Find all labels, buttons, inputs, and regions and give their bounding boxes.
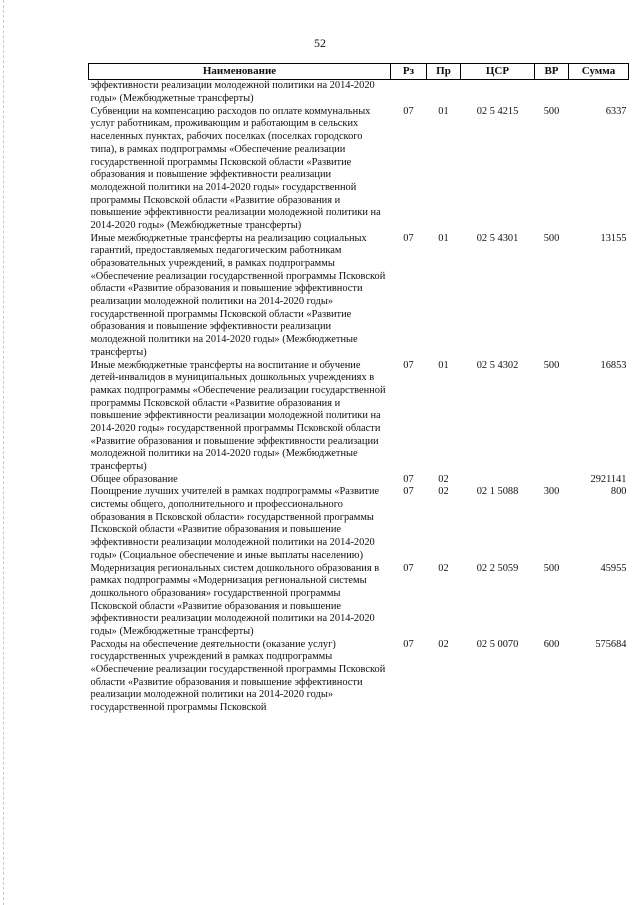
row-csr: 02 2 5059: [476, 562, 519, 574]
column-header-name: Наименование: [89, 64, 391, 80]
row-csr: 02 5 4302: [476, 359, 519, 371]
row-name: Поощрение лучших учителей в рамках подпрограммы «Развитие системы общего, дополнительного и профессионального образования в Псковской области» государственной программы Псковской области «Развитие образования и повышение эффективности реализации молодежной политики на 2014-2020 годы» (Социальное обеспечение и иные выплаты населению): [90, 486, 380, 561]
row-sum: 2921141: [590, 473, 627, 485]
column-header-csr: ЦСР: [461, 64, 535, 80]
row-name: эффективности реализации молодежной политики на 2014-2020 годы» (Межбюджетные трансферты): [90, 80, 375, 105]
column-header-sum: Сумма: [569, 64, 629, 80]
table-row: [89, 474, 629, 487]
row-name: Модернизация региональных систем дошкольного образования в рамках подпрограммы «Модернизация региональной системы дошкольного образования» государственной программы Псковской области «Развитие образования и повышение эффективности реализации молодежной политики на 2014-2020 годы» (Межбюджетные трансферты): [90, 562, 380, 637]
row-csr: [461, 474, 535, 487]
column-header-vr: ВР: [535, 64, 569, 80]
row-name: Субвенции на компенсацию расходов по оплате коммунальных услуг работникам, проживающим и работающим в сельских населенных пунктах, рабочих поселках (поселках городского типа), в рамках подпрограммы «Обеспечение реализации государственной программы Псковской области «Развитие образования и повышение эффективности реализации молодежной политики на 2014-2020 годы» государственной программы Псковской области «Развитие образования и повышение эффективности реализации молодежной политики на 2014-2020 годы» (Межбюджетные трансферты): [90, 105, 381, 231]
row-vr: [535, 474, 569, 487]
row-rz: 07: [403, 232, 414, 244]
row-csr: [461, 80, 535, 106]
row-csr: 02 5 4301: [476, 232, 519, 244]
column-header-rz: Рз: [391, 64, 427, 80]
row-sum: 575684: [595, 638, 627, 650]
row-vr: 500: [543, 105, 560, 117]
row-rz: 07: [403, 486, 414, 498]
budget-table: [88, 63, 629, 715]
row-rz: 07: [403, 562, 414, 574]
row-rz: 07: [403, 638, 414, 650]
row-rz: [391, 80, 427, 106]
table-header-row: [89, 64, 629, 80]
row-csr: 02 1 5088: [476, 486, 519, 498]
row-pr: [427, 80, 461, 106]
row-sum: [569, 80, 629, 106]
row-pr: 02: [438, 638, 449, 650]
table-row: [89, 639, 629, 715]
row-rz: 07: [403, 105, 414, 117]
row-vr: 500: [543, 359, 560, 371]
table-row: [89, 233, 629, 360]
row-pr: 02: [438, 562, 449, 574]
row-name: Общее образование: [90, 473, 178, 485]
row-sum: 6337: [605, 105, 627, 117]
row-rz: 07: [403, 359, 414, 371]
row-vr: 300: [543, 486, 560, 498]
row-pr: 02: [438, 473, 449, 485]
row-csr: 02 5 4215: [476, 105, 519, 117]
row-sum: 800: [610, 486, 627, 498]
row-rz: 07: [403, 473, 414, 485]
row-sum: 45955: [600, 562, 627, 574]
row-pr: 01: [438, 359, 449, 371]
row-vr: 600: [543, 638, 560, 650]
row-sum: 13155: [600, 232, 627, 244]
page-number: 52: [314, 36, 326, 50]
row-vr: 500: [543, 232, 560, 244]
table-row: [89, 80, 629, 106]
row-csr: 02 5 0070: [476, 638, 519, 650]
row-name: Иные межбюджетные трансферты на реализацию социальных гарантий, предоставляемых педагогическим работникам образовательных учреждений, в рамках подпрограммы «Обеспечение реализации государственной программы Псковской области «Развитие образования и повышение эффективности реализации молодежной политики на 2014-2020 годы» государственной программы Псковской области «Развитие образования и повышение эффективности реализации молодежной политики на 2014-2020 годы» (Межбюджетные трансферты): [90, 232, 386, 358]
row-vr: [535, 80, 569, 106]
table-row: [89, 106, 629, 233]
row-name: Расходы на обеспечение деятельности (оказание услуг) государственных учреждений в рамках подпрограммы «Обеспечение реализации государственной программы Псковской области «Развитие образования и повышение эффективности реализации молодежной политики на 2014-2020 годы» государственной программы Псковской: [90, 638, 386, 714]
scan-edge-line: [3, 0, 5, 905]
row-pr: 01: [438, 232, 449, 244]
column-header-pr: Пр: [427, 64, 461, 80]
row-sum: 16853: [600, 359, 627, 371]
row-vr: 500: [543, 562, 560, 574]
row-pr: 01: [438, 105, 449, 117]
table-row: [89, 360, 629, 474]
row-pr: 02: [438, 486, 449, 498]
table-row: [89, 563, 629, 639]
row-name: Иные межбюджетные трансферты на воспитание и обучение детей-инвалидов в муниципальных дошкольных учреждениях в рамках подпрограммы «Обеспечение реализации государственной программы Псковской области «Развитие образования и повышение эффективности реализации молодежной политики на 2014-2020 годы» государственной программы Псковской области «Развитие образования и повышение эффективности реализации молодежной политики на 2014-2020 годы» (Межбюджетные трансферты): [90, 359, 386, 473]
table-row: [89, 486, 629, 562]
